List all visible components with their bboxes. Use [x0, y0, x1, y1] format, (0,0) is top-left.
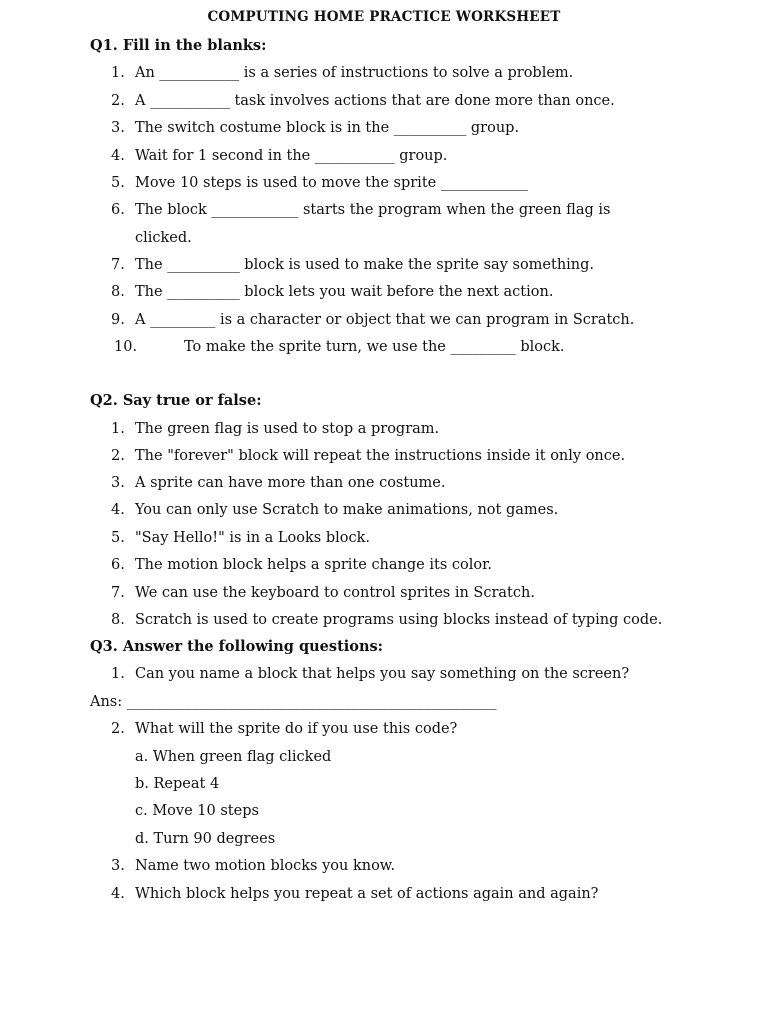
q2-item-5 [111, 529, 370, 547]
item-number: 3. [111, 475, 125, 491]
q1-item-8 [111, 283, 553, 301]
item-text: A _________ is a character or object that we can program in Scratch. [135, 312, 635, 328]
q1-item-5 [111, 174, 528, 192]
q2-heading: Q2. Say true or false: [90, 392, 262, 409]
worksheet-title: COMPUTING HOME PRACTICE WORKSHEET [207, 9, 561, 25]
q1-item-2 [111, 92, 615, 110]
item-number: 1. [111, 65, 125, 81]
q3-sub-item-c: c. Move 10 steps [135, 803, 259, 819]
item-number: 5. [111, 175, 125, 191]
item-number: 1. [111, 421, 125, 437]
item-number: 5. [111, 530, 125, 546]
item-text: What will the sprite do if you use this code? [135, 721, 458, 737]
item-text: To make the sprite turn, we use the _________ block. [184, 339, 565, 355]
item-text: The __________ block is used to make the sprite say something. [135, 257, 595, 273]
q3-sub-item-b: b. Repeat 4 [135, 776, 220, 792]
q1-item-4 [111, 147, 447, 165]
answer-line: Ans: ___________________________________________________ [90, 694, 497, 710]
item-text: Name two motion blocks you know. [135, 858, 396, 874]
q2-item-1 [111, 420, 439, 438]
q1-item-3 [111, 119, 519, 137]
q1-item-6 [111, 201, 610, 219]
item-number: 2. [111, 721, 125, 737]
item-number: 3. [111, 120, 125, 136]
q3-item-1 [111, 665, 629, 683]
q2-item-4 [111, 501, 558, 519]
item-text: The "forever" block will repeat the instructions inside it only once. [135, 448, 626, 464]
item-number: 4. [111, 502, 125, 518]
item-number: 6. [111, 557, 125, 573]
item-number: 8. [111, 284, 125, 300]
q3-sub-item-d: d. Turn 90 degrees [135, 831, 276, 847]
q1-item-6-continued: clicked. [135, 230, 192, 246]
item-text: A sprite can have more than one costume. [135, 475, 446, 491]
q1-item-7 [111, 256, 594, 274]
item-text: We can use the keyboard to control sprites in Scratch. [135, 585, 535, 601]
item-number: 2. [111, 93, 125, 109]
item-text: The green flag is used to stop a program. [135, 421, 440, 437]
item-text: The block ____________ starts the program when the green flag is [135, 202, 611, 218]
item-text: Move 10 steps is used to move the sprite ____________ [135, 175, 528, 191]
item-number: 4. [111, 886, 125, 902]
item-number: 3. [111, 858, 125, 874]
item-text: An ___________ is a series of instructions to solve a problem. [135, 65, 574, 81]
q3-item-3 [111, 857, 395, 875]
q2-item-3 [111, 474, 445, 492]
item-number: 10. [114, 339, 138, 355]
item-number: 4. [111, 148, 125, 164]
q3-sub-item-a: a. When green flag clicked [135, 749, 332, 765]
item-text: The switch costume block is in the __________ group. [135, 120, 520, 136]
q2-item-8 [111, 611, 662, 629]
q2-item-7 [111, 584, 535, 602]
q3-item-2 [111, 720, 457, 738]
item-number: 7. [111, 585, 125, 601]
item-text: The motion block helps a sprite change its color. [135, 557, 493, 573]
item-number: 9. [111, 312, 125, 328]
q1-heading: Q1. Fill in the blanks: [90, 37, 267, 54]
q1-item-10 [114, 338, 565, 356]
item-number: 6. [111, 202, 125, 218]
item-text: "Say Hello!" is in a Looks block. [135, 530, 371, 546]
item-text: The __________ block lets you wait before the next action. [135, 284, 554, 300]
item-number: 2. [111, 448, 125, 464]
item-number: 1. [111, 666, 125, 682]
item-number: 7. [111, 257, 125, 273]
item-text: Scratch is used to create programs using blocks instead of typing code. [135, 612, 663, 628]
q1-item-9 [111, 311, 634, 329]
item-text: Wait for 1 second in the ___________ group. [135, 148, 448, 164]
q1-item-1 [111, 64, 573, 82]
q2-item-2 [111, 447, 625, 465]
item-text: A ___________ task involves actions that are done more than once. [135, 93, 615, 109]
item-number: 8. [111, 612, 125, 628]
q2-item-6 [111, 556, 492, 574]
q3-item-4 [111, 885, 598, 903]
q3-heading: Q3. Answer the following questions: [90, 638, 384, 655]
item-text: Which block helps you repeat a set of actions again and again? [135, 886, 599, 902]
item-text: Can you name a block that helps you say something on the screen? [135, 666, 630, 682]
item-text: You can only use Scratch to make animations, not games. [135, 502, 559, 518]
